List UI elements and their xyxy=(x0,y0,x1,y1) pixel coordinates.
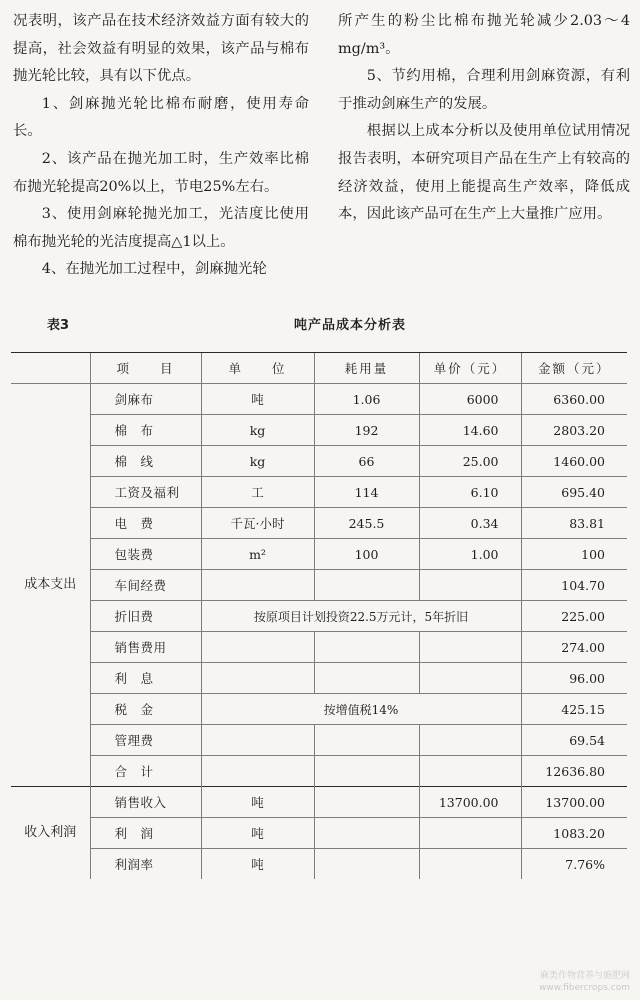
row-item: 合 计 xyxy=(90,756,201,787)
watermark xyxy=(539,970,630,994)
row-amount: 6360.00 xyxy=(521,384,627,415)
row-unit: 吨 xyxy=(201,818,314,849)
group-label-char: 支 xyxy=(50,577,64,592)
table-header-row xyxy=(11,353,627,384)
row-unit-price xyxy=(419,632,521,663)
table-row xyxy=(11,415,627,446)
row-item: 剑麻布 xyxy=(90,384,201,415)
row-unit xyxy=(201,663,314,694)
paragraph: 况表明，该产品在技术经济效益方面有较大的提高，社会效益有明显的效果，该产品与棉布抛光轮比较，具有以下优点。 xyxy=(13,13,309,85)
row-note: 按增值税14% xyxy=(201,694,521,725)
row-quantity xyxy=(314,632,419,663)
row-quantity xyxy=(314,756,419,787)
table-row xyxy=(11,632,627,663)
table-row xyxy=(11,694,627,725)
row-item: 利 息 xyxy=(90,663,201,694)
row-item: 棉 线 xyxy=(90,446,201,477)
row-amount: 7.76% xyxy=(521,849,627,880)
row-unit-price: 6.10 xyxy=(419,477,521,508)
row-item: 利润率 xyxy=(90,849,201,880)
row-unit: m² xyxy=(201,539,314,570)
row-unit-price: 1.00 xyxy=(419,539,521,570)
row-unit-price: 13700.00 xyxy=(419,787,521,818)
row-unit xyxy=(201,725,314,756)
row-unit: 工 xyxy=(201,477,314,508)
header-corner-cell xyxy=(11,353,90,384)
row-unit-price xyxy=(419,663,521,694)
row-unit-price xyxy=(419,725,521,756)
row-quantity: 1.06 xyxy=(314,384,419,415)
row-quantity xyxy=(314,818,419,849)
row-unit-price: 14.60 xyxy=(419,415,521,446)
row-note: 按原项目计划投资22.5万元计，5年折旧 xyxy=(201,601,521,632)
table-row xyxy=(11,756,627,787)
row-item: 销售收入 xyxy=(90,787,201,818)
table-row xyxy=(11,787,627,818)
row-quantity xyxy=(314,570,419,601)
row-unit-price xyxy=(419,570,521,601)
row-unit-price xyxy=(419,849,521,880)
paragraph: 1、剑麻抛光轮比棉布耐磨，使用寿命长。 xyxy=(13,95,309,140)
paragraph: 所产生的粉尘比棉布抛光轮减少2.03～4 mg/m³。 xyxy=(338,13,630,57)
group-label-line: 收入 xyxy=(24,825,51,840)
row-item: 车间经费 xyxy=(90,570,201,601)
group-label-char: 出 xyxy=(63,577,77,592)
table-row xyxy=(11,663,627,694)
row-amount: 83.81 xyxy=(521,508,627,539)
table-title: 吨产品成本分析表 xyxy=(294,318,407,333)
row-unit-price xyxy=(419,756,521,787)
paragraph: 4、在抛光加工过程中，剑麻抛光轮 xyxy=(41,261,267,278)
row-amount: 425.15 xyxy=(521,694,627,725)
column-header: 金额（元） xyxy=(521,353,627,384)
income-group-label xyxy=(11,787,90,880)
row-unit: 吨 xyxy=(201,787,314,818)
row-amount: 69.54 xyxy=(521,725,627,756)
row-amount: 104.70 xyxy=(521,570,627,601)
row-item: 电 费 xyxy=(90,508,201,539)
row-unit: kg xyxy=(201,446,314,477)
row-quantity: 114 xyxy=(314,477,419,508)
row-amount: 225.00 xyxy=(521,601,627,632)
row-item: 利 润 xyxy=(90,818,201,849)
group-label-char: 本 xyxy=(37,577,51,592)
row-unit-price xyxy=(419,818,521,849)
row-item: 包装费 xyxy=(90,539,201,570)
column-header: 单价（元） xyxy=(419,353,521,384)
row-unit: 千瓦·小时 xyxy=(201,508,314,539)
row-unit-price: 25.00 xyxy=(419,446,521,477)
table-row xyxy=(11,539,627,570)
table-row xyxy=(11,508,627,539)
row-unit: kg xyxy=(201,415,314,446)
row-quantity xyxy=(314,787,419,818)
row-unit: 吨 xyxy=(201,849,314,880)
row-unit-price: 6000 xyxy=(419,384,521,415)
table-row xyxy=(11,725,627,756)
table-row xyxy=(11,818,627,849)
row-unit-price: 0.34 xyxy=(419,508,521,539)
table-caption xyxy=(0,314,640,334)
row-quantity xyxy=(314,849,419,880)
table-number: 表3 xyxy=(47,318,70,333)
row-amount: 1460.00 xyxy=(521,446,627,477)
row-quantity: 66 xyxy=(314,446,419,477)
row-quantity: 245.5 xyxy=(314,508,419,539)
table-row xyxy=(11,849,627,880)
paragraph: 2、该产品在抛光加工时，生产效率比棉布抛光轮提高20%以上，节电25%左右。 xyxy=(13,150,309,195)
row-item: 销售费用 xyxy=(90,632,201,663)
column-header: 项 目 xyxy=(90,353,201,384)
table-row xyxy=(11,477,627,508)
group-label-char: 成 xyxy=(24,577,38,592)
row-quantity: 192 xyxy=(314,415,419,446)
group-label-line: 利润 xyxy=(50,825,77,840)
row-quantity: 100 xyxy=(314,539,419,570)
row-unit xyxy=(201,756,314,787)
watermark-line: 麻类作物营养与施肥网 xyxy=(539,971,630,981)
row-amount: 96.00 xyxy=(521,663,627,694)
row-quantity xyxy=(314,725,419,756)
column-header: 耗用量 xyxy=(314,353,419,384)
row-unit xyxy=(201,632,314,663)
row-item: 税 金 xyxy=(90,694,201,725)
row-amount: 13700.00 xyxy=(521,787,627,818)
row-unit xyxy=(201,570,314,601)
row-item: 棉 布 xyxy=(90,415,201,446)
paragraph: 3、使用剑麻轮抛光加工，光洁度比使用棉布抛光轮的光洁度提高△1以上。 xyxy=(13,206,309,250)
row-amount: 2803.20 xyxy=(521,415,627,446)
row-quantity xyxy=(314,663,419,694)
left-text-column xyxy=(13,8,309,284)
table-row xyxy=(11,570,627,601)
cost-group-label xyxy=(11,384,90,787)
paragraph: 根据以上成本分析以及使用单位试用情况报告表明，本研究项目产品在生产上有较高的经济效益，使用上能提高生产效率，降低成本，因此该产品可在生产上大量推广应用。 xyxy=(338,123,630,223)
row-unit: 吨 xyxy=(201,384,314,415)
table-row xyxy=(11,601,627,632)
row-amount: 1083.20 xyxy=(521,818,627,849)
row-item: 折旧费 xyxy=(90,601,201,632)
row-amount: 695.40 xyxy=(521,477,627,508)
table-row xyxy=(11,384,627,415)
row-amount: 100 xyxy=(521,539,627,570)
cost-analysis-table xyxy=(11,352,627,879)
right-text-column xyxy=(338,8,630,229)
row-item: 工资及福利 xyxy=(90,477,201,508)
table-row xyxy=(11,446,627,477)
row-amount: 274.00 xyxy=(521,632,627,663)
watermark-line: www.fibercrops.com xyxy=(539,983,630,993)
column-header: 单 位 xyxy=(201,353,314,384)
row-item: 管理费 xyxy=(90,725,201,756)
paragraph: 5、节约用棉，合理利用剑麻资源，有利于推动剑麻生产的发展。 xyxy=(338,68,630,112)
row-amount: 12636.80 xyxy=(521,756,627,787)
